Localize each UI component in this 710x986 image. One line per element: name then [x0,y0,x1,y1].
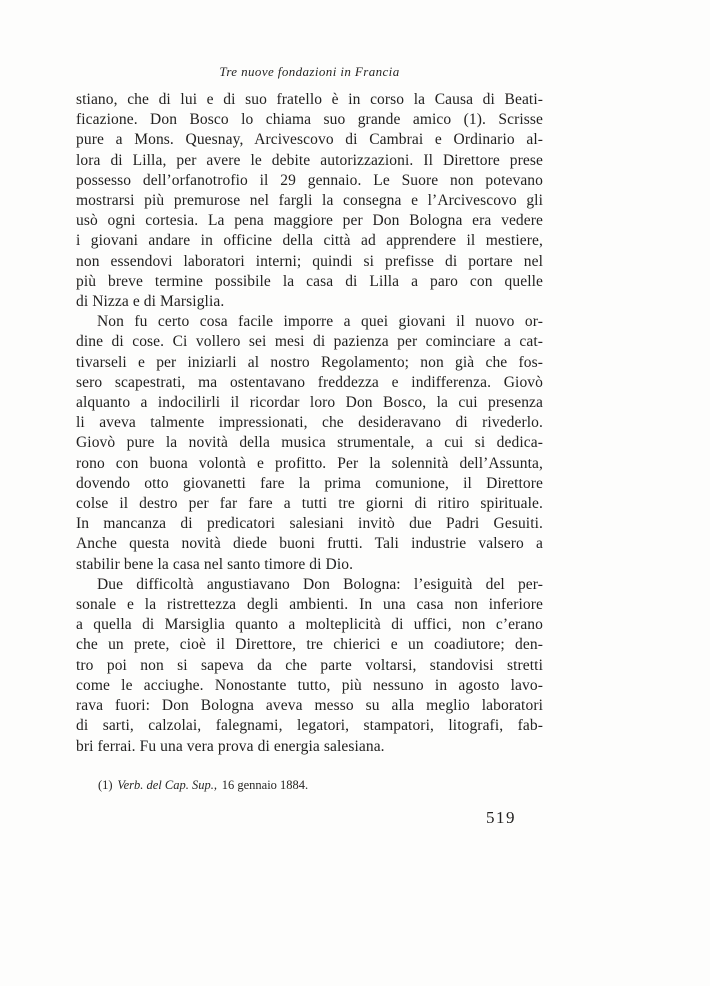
text-line: Anche questa novità diede buoni frutti. Tali industrie valsero a [76,535,543,553]
footnote-marker: (1) [98,778,113,792]
text-line: stiano, che di lui e di suo fratello è in corso la Causa di Beati- [76,91,543,108]
text-line: rono con buona volontà e profitto. Per la solennità dell’Assunta, [76,454,543,472]
text-line: li aveva talmente impressionati, che desideravano di rivederlo. [76,414,543,432]
text-line: ficazione. Don Bosco lo chiama suo grande amico (1). Scrisse [76,111,543,129]
text-line: bri ferrai. Fu una vera prova di energia salesiana. [76,737,385,755]
text-line: colse il destro per far fare a tutti tre giorni di ritiro spirituale. [76,495,543,513]
text-line: Due difficoltà angustiavano Don Bologna: l’esiguità del per- [97,575,543,593]
text-line: rava fuori: Don Bologna aveva messo su alla meglio laboratori [76,697,543,715]
text-line: possesso dell’orfanotrofio il 29 gennaio. Le Suore non potevano [76,171,543,189]
text-line: sero scapestrati, ma ostentavano freddezza e indifferenza. Giovò [76,373,543,391]
text-line: più breve termine possibile la casa di Lilla a paro con quelle [76,272,543,290]
text-line: sonale e la ristrettezza degli ambienti. In una casa non inferiore [76,596,543,614]
text-line: In mancanza di predicatori salesiani invitò due Padri Gesuiti. [76,515,543,533]
text-line: tivarseli e per iniziarli al nostro Regolamento; non già che fos- [76,353,543,371]
text-line: usò ogni cortesia. La pena maggiore per Don Bologna era vedere [76,212,543,230]
text-line: dine di cose. Ci vollero sei mesi di pazienza per cominciare a cat- [76,333,543,351]
text-line: Giovò pure la novità della musica strumentale, a cui si dedica- [76,434,543,452]
running-header: Tre nuove fondazioni in Francia [219,64,400,79]
footnote-date: 16 gennaio 1884. [221,778,309,792]
text-line: stabilir bene la casa nel santo timore di Dio. [76,555,354,573]
text-line: a quella di Marsiglia quanto a molteplicità di uffici, non c’erano [76,616,543,634]
text-line: pure a Mons. Quesnay, Arcivescovo di Cambrai e Ordinario al- [76,131,543,149]
text-block [76,90,543,757]
text-line: di Nizza e di Marsiglia. [76,293,225,311]
text-line: non essendovi laboratori interni; quindi si prefisse di portare nel [76,252,543,270]
text-line: di sarti, calzolai, falegnami, legatori, stampatori, litografi, fab- [76,717,543,735]
text-line: lora di Lilla, per avere le debite autorizzazioni. Il Direttore prese [76,151,543,169]
text-line: i giovani andare in officine della città ad apprendere il mestiere, [76,232,543,250]
page-number: 519 [486,808,516,827]
text-line: che un prete, cioè il Direttore, tre chierici e un coadiutore; den- [76,636,543,654]
text-line: tro poi non si sapeva da che parte voltarsi, standovisi stretti [76,656,543,674]
footnote [76,777,543,793]
paragraph [76,90,543,312]
text-line: come le acciughe. Nonostante tutto, più nessuno in agosto lavo- [76,676,543,694]
text-line: Non fu certo cosa facile imporre a quei giovani il nuovo or- [97,313,543,331]
paragraph [76,312,543,575]
text-line: dovendo otto giovanetti fare la prima comunione, il Direttore [76,474,543,492]
footnote-source: Verb. del Cap. Sup., [117,778,217,792]
text-line: alquanto a indocilirli il ricordar loro Don Bosco, la cui presenza [76,394,543,412]
paragraph [76,575,543,757]
text-line: mostrarsi più premurose nel fargli la consegna e l’Arcivescovo gli [76,192,543,210]
